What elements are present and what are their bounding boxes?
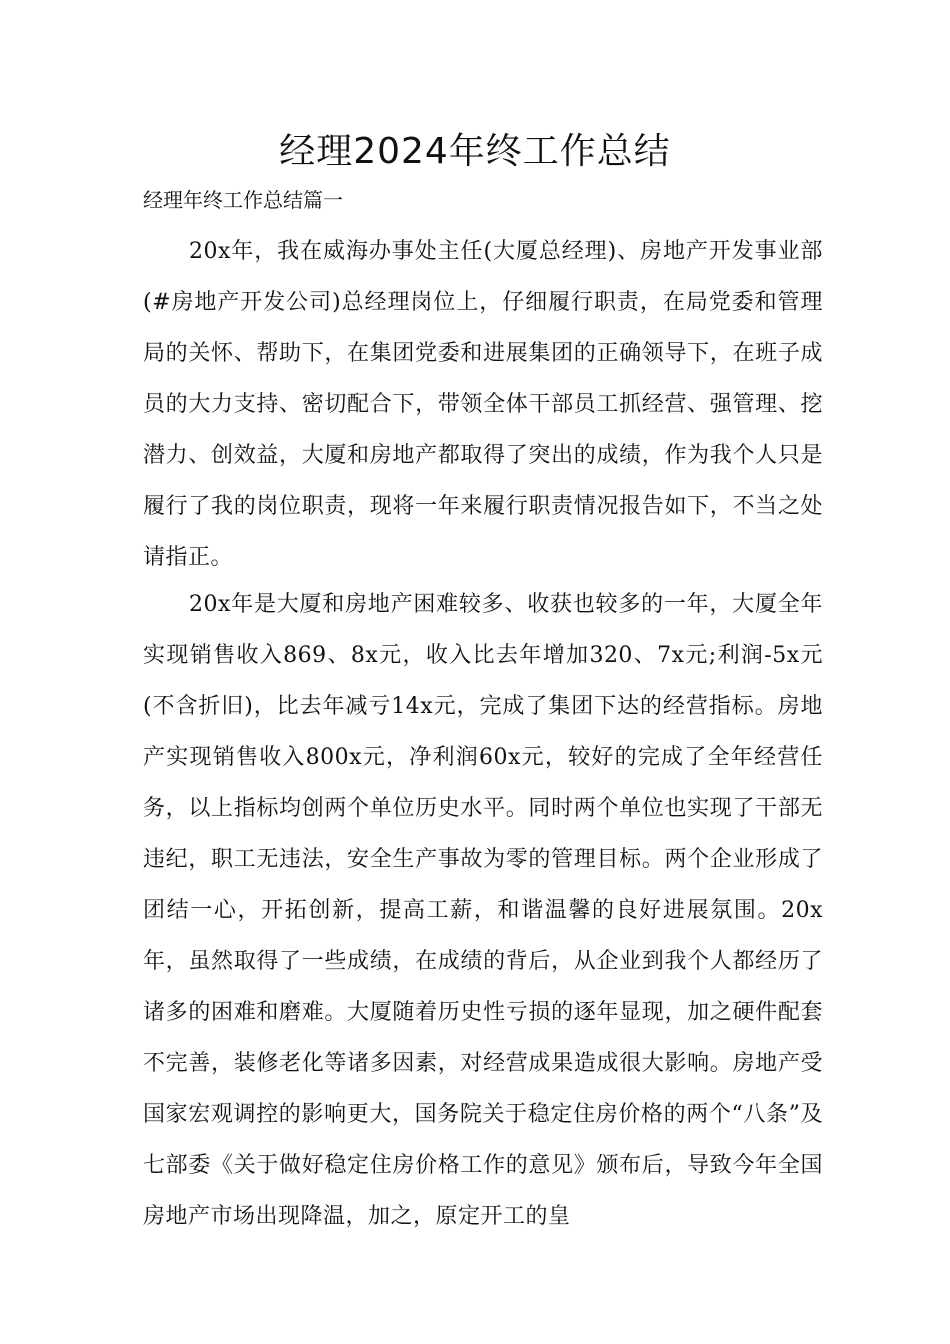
paragraph-2: 20x年是大厦和房地产困难较多、收获也较多的一年，大厦全年实现销售收入869、8x元，收入比去年增加320、7x元;利润-5x元(不含折旧)，比去年减亏14x元，完成了集团下达的经营指标。房地产实现销售收入800x元，净利润60x元，较好的完成了全年经营任务，以上指标均创两个单位历史水平。同时两个单位也实现了干部无违纪，职工无违法，安全生产事故为零的管理目标。两个企业形成了团结一心，开拓创新，提高工薪，和谐温馨的良好进展氛围。20x年，虽然取得了一些成绩，在成绩的背后，从企业到我个人都经历了诸多的困难和磨难。大厦随着历史性亏损的逐年显现，加之硬件配套不完善，装修老化等诸多因素，对经营成果造成很大影响。房地产受国家宏观调控的影响更大，国务院关于稳定住房价格的两个“八条”及七部委《关于做好稳定住房价格工作的意见》颁布后，导致今年全国房地产市场出现降温，加之，原定开工的皇	[143, 592, 823, 1229]
document-title: 经理2024年终工作总结	[279, 131, 671, 172]
document-subtitle: 经理年终工作总结篇一	[143, 188, 343, 212]
paragraph-1: 20x年，我在威海办事处主任(大厦总经理)、房地产开发事业部(#房地产开发公司)总经理岗位上，仔细履行职责，在局党委和管理局的关怀、帮助下，在集团党委和进展集团的正确领导下，在班子成员的大力支持、密切配合下，带领全体干部员工抓经营、强管理、挖潜力、创效益，大厦和房地产都取得了突出的成绩，作为我个人只是履行了我的岗位职责，现将一年来履行职责情况报告如下，不当之处请指正。	[143, 239, 823, 570]
